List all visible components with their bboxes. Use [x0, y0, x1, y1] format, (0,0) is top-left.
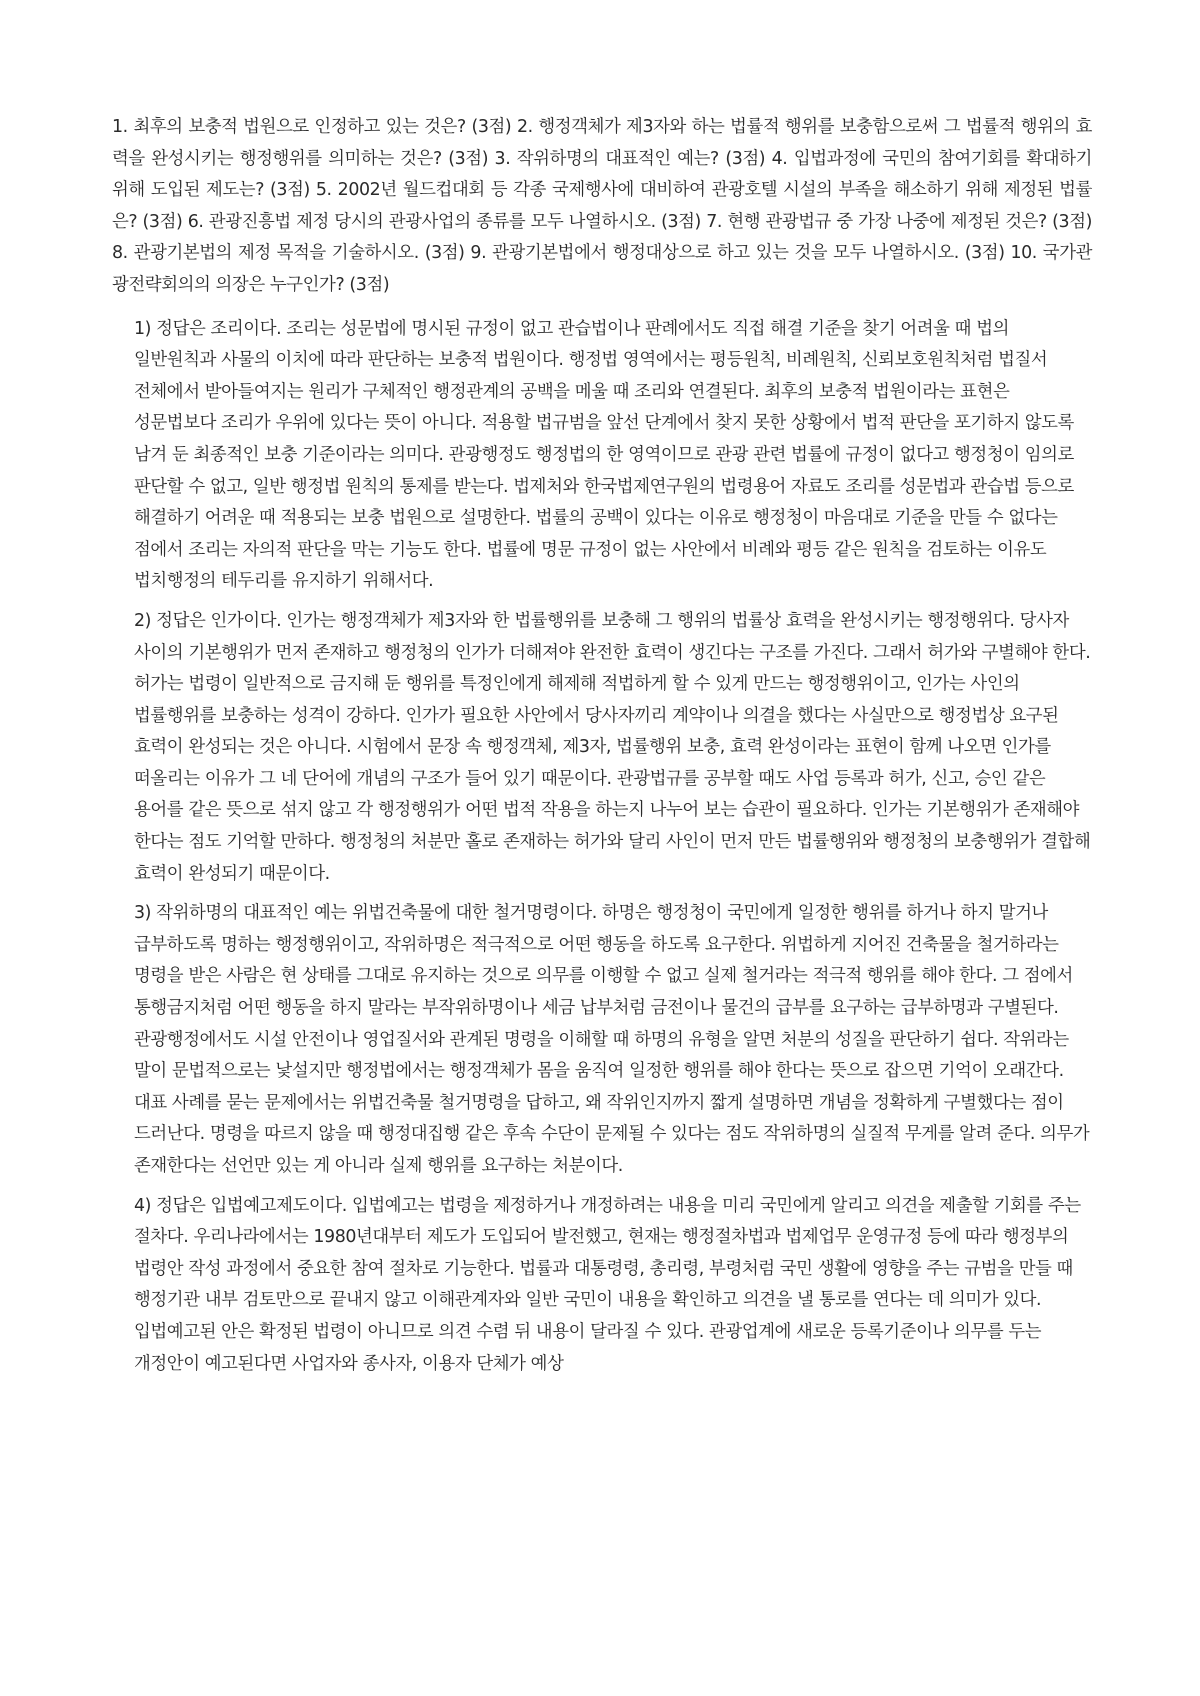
answers-list — [112, 314, 1092, 1381]
answer-item-1: 1) 정답은 조리이다. 조리는 성문법에 명시된 규정이 없고 관습법이나 판례에서도 직접 해결 기준을 찾기 어려울 때 법의 일반원칙과 사물의 이치에 따라 판단하는 보충적 법원이다. 행정법 영역에서는 평등원칙, 비례원칙, 신뢰보호원칙처럼 법질서 전체에서 받아들여지는 원리가 구체적인 행정관계의 공백을 메울 때 조리와 연결된다. 최후의 보충적 법원이라는 표현은 성문법보다 조리가 우위에 있다는 뜻이 아니다. 적용할 법규범을 앞선 단계에서 찾지 못한 상황에서 법적 판단을 포기하지 않도록 남겨 둔 최종적인 보충 기준이라는 의미다. 관광행정도 행정법의 한 영역이므로 관광 관련 법률에 규정이 없다고 행정청이 임의로 판단할 수 없고, 일반 행정법 원칙의 통제를 받는다. 법제처와 한국법제연구원의 법령용어 자료도 조리를 성문법과 관습법 등으로 해결하기 어려운 때 적용되는 보충 법원으로 설명한다. 법률의 공백이 있다는 이유로 행정청이 마음대로 기준을 만들 수 없다는 점에서 조리는 자의적 판단을 막는 기능도 한다. 법률에 명문 규정이 없는 사안에서 비례와 평등 같은 원칙을 검토하는 이유도 법치행정의 테두리를 유지하기 위해서다. — [134, 318, 1074, 592]
questions-paragraph: 1. 최후의 보충적 법원으로 인정하고 있는 것은? (3점) 2. 행정객체가 제3자와 하는 법률적 행위를 보충함으로써 그 법률적 행위의 효력을 완성시키는 행정행위를 의미하는 것은? (3점) 3. 작위하명의 대표적인 예는? (3점) 4. 입법과정에 국민의 참여기회를 확대하기 위해 도입된 제도는? (3점) 5. 2002년 월드컵대회 등 각종 국제행사에 대비하여 관광호텔 시설의 부족을 해소하기 위해 제정된 법률은? (3점) 6. 관광진흥법 제정 당시의 관광사업의 종류를 모두 나열하시오. (3점) 7. 현행 관광법규 중 가장 나중에 제정된 것은? (3점) 8. 관광기본법의 제정 목적을 기술하시오. (3점) 9. 관광기본법에서 행정대상으로 하고 있는 것을 모두 나열하시오. (3점) 10. 국가관광전략회의의 의장은 누구인가? (3점) — [112, 117, 1092, 295]
answer-item-3: 3) 작위하명의 대표적인 예는 위법건축물에 대한 철거명령이다. 하명은 행정청이 국민에게 일정한 행위를 하거나 하지 말거나 급부하도록 명하는 행정행위이고, 작위하명은 적극적으로 어떤 행동을 하도록 요구한다. 위법하게 지어진 건축물을 철거하라는 명령을 받은 사람은 현 상태를 그대로 유지하는 것으로 의무를 이행할 수 없고 실제 철거라는 적극적 행위를 해야 한다. 그 점에서 통행금지처럼 어떤 행동을 하지 말라는 부작위하명이나 세금 납부처럼 금전이나 물건의 급부를 요구하는 급부하명과 구별된다. 관광행정에서도 시설 안전이나 영업질서와 관계된 명령을 이해할 때 하명의 유형을 알면 처분의 성질을 판단하기 쉽다. 작위라는 말이 문법적으로는 낯설지만 행정법에서는 행정객체가 몸을 움직여 일정한 행위를 해야 한다는 뜻으로 잡으면 기억이 오래간다. 대표 사례를 묻는 문제에서는 위법건축물 철거명령을 답하고, 왜 작위인지까지 짧게 설명하면 개념을 정확하게 구별했다는 점이 드러난다. 명령을 따르지 않을 때 행정대집행 같은 후속 수단이 문제될 수 있다는 점도 작위하명의 실질적 무게를 알려 준다. 의무가 존재한다는 선언만 있는 게 아니라 실제 행위를 요구하는 처분이다. — [134, 903, 1090, 1176]
document-page — [112, 112, 1092, 1388]
answer-item-4: 4) 정답은 입법예고제도이다. 입법예고는 법령을 제정하거나 개정하려는 내용을 미리 국민에게 알리고 의견을 제출할 기회를 주는 절차다. 우리나라에서는 1980년대부터 제도가 도입되어 발전했고, 현재는 행정절차법과 법제업무 운영규정 등에 따라 행정부의 법령안 작성 과정에서 중요한 참여 절차로 기능한다. 법률과 대통령령, 총리령, 부령처럼 국민 생활에 영향을 주는 규범을 만들 때 행정기관 내부 검토만으로 끝내지 않고 이해관계자와 일반 국민이 내용을 확인하고 의견을 낼 통로를 연다는 데 의미가 있다. 입법예고된 안은 확정된 법령이 아니므로 의견 수렴 뒤 내용이 달라질 수 있다. 관광업계에 새로운 등록기준이나 의무를 두는 개정안이 예고된다면 사업자와 종사자, 이용자 단체가 예상 — [134, 1195, 1081, 1374]
answer-item-2: 2) 정답은 인가이다. 인가는 행정객체가 제3자와 한 법률행위를 보충해 그 행위의 법률상 효력을 완성시키는 행정행위다. 당사자 사이의 기본행위가 먼저 존재하고 행정청의 인가가 더해져야 완전한 효력이 생긴다는 구조를 가진다. 그래서 허가와 구별해야 한다. 허가는 법령이 일반적으로 금지해 둔 행위를 특정인에게 해제해 적법하게 할 수 있게 만드는 행정행위이고, 인가는 사인의 법률행위를 보충하는 성격이 강하다. 인가가 필요한 사안에서 당사자끼리 계약이나 의결을 했다는 사실만으로 행정법상 요구된 효력이 완성되는 것은 아니다. 시험에서 문장 속 행정객체, 제3자, 법률행위 보충, 효력 완성이라는 표현이 함께 나오면 인가를 떠올리는 이유가 그 네 단어에 개념의 구조가 들어 있기 때문이다. 관광법규를 공부할 때도 사업 등록과 허가, 신고, 승인 같은 용어를 같은 뜻으로 섞지 않고 각 행정행위가 어떤 법적 작용을 하는지 나누어 보는 습관이 필요하다. 인가는 기본행위가 존재해야 한다는 점도 기억할 만하다. 행정청의 처분만 홀로 존재하는 허가와 달리 사인이 먼저 만든 법률행위와 행정청의 보충행위가 결합해 효력이 완성되기 때문이다. — [134, 610, 1091, 884]
